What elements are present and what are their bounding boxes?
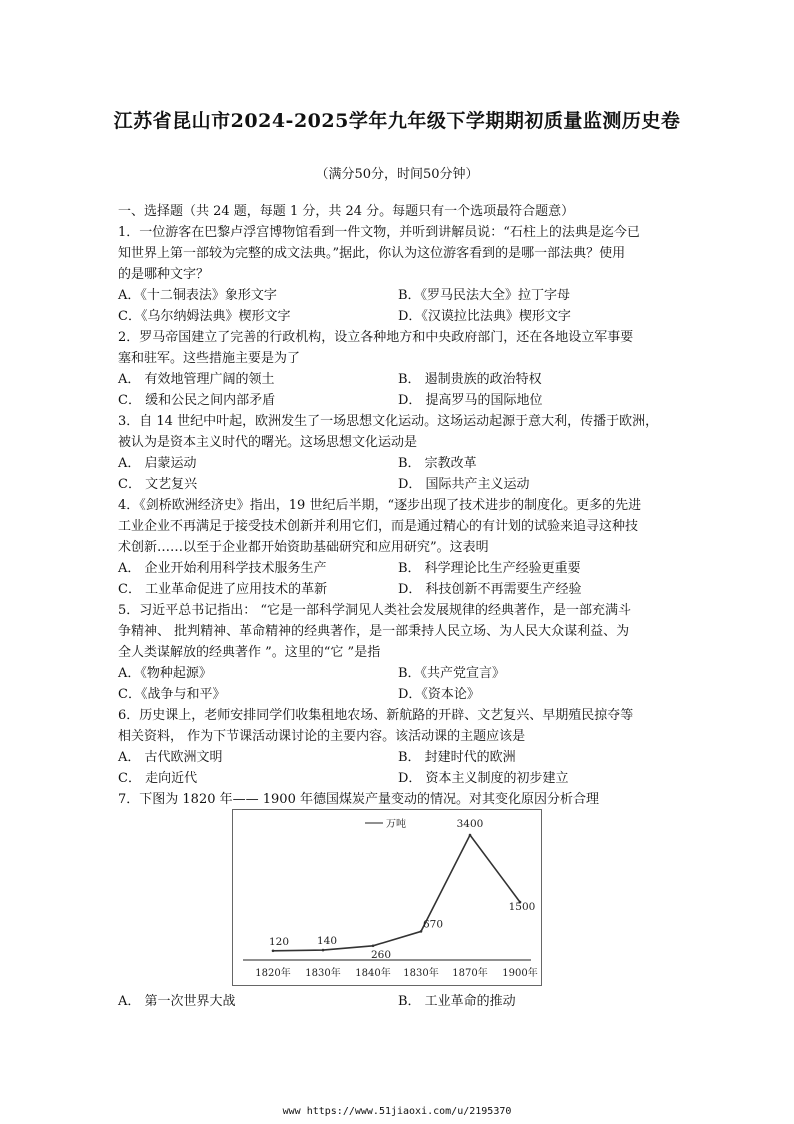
question-1-text: 1．一位游客在巴黎卢浮宫博物馆看到一件文物，并听到讲解员说：“石柱上的法典是迄今已 — [118, 225, 640, 240]
question-5-options-row — [118, 684, 678, 705]
option-a: A． 企业开始利用科学技术服务生产 — [118, 561, 327, 576]
option-b: B． 宗教改革 — [398, 456, 477, 471]
question-6-text: 6．历史课上，老师安排同学们收集租地农场、新航路的开辟、文艺复兴、早期殖民掠夺等 — [118, 708, 634, 723]
exam-info: （满分50分，时间50分钟） — [315, 167, 479, 182]
data-label: 670 — [422, 918, 444, 931]
option-d: D． 科技创新不再需要生产经验 — [398, 582, 582, 597]
option-a: A．《十二铜表法》象形文字 — [118, 288, 277, 303]
option-d: D．《资本论》 — [398, 687, 480, 702]
option-b: B． 封建时代的欧洲 — [398, 750, 516, 765]
question-1-options-row — [118, 285, 678, 306]
option-a: A． 古代欧洲文明 — [118, 750, 223, 765]
question-2-options-row — [118, 390, 678, 411]
data-label: 260 — [370, 948, 392, 961]
question-5-text: 5．习近平总书记指出： “它是一部科学洞见人类社会发展规律的经典著作，是一部充满斗 — [118, 603, 632, 618]
data-point — [372, 945, 375, 948]
option-b: B．《共产党宣言》 — [398, 666, 506, 681]
data-point — [272, 950, 275, 953]
question-4-options-row — [118, 558, 678, 579]
option-b: B．《罗马民法大全》拉丁字母 — [398, 288, 571, 303]
question-3-text: 被认为是资本主义时代的曙光。这场思想文化运动是 — [118, 435, 418, 450]
option-c: C． 工业革命促进了应用技术的革新 — [118, 582, 328, 597]
data-label: 1500 — [508, 901, 536, 914]
question-3-options-row — [118, 453, 678, 474]
series-line — [273, 835, 520, 951]
option-b: B． 科学理论比生产经验更重要 — [398, 561, 581, 576]
option-c: C．《战争与和平》 — [118, 687, 226, 702]
option-b: B． 遏制贵族的政治特权 — [398, 372, 542, 387]
legend-label: 万吨 — [386, 819, 406, 830]
data-label: 3400 — [456, 818, 484, 830]
question-7-options-row — [118, 991, 678, 1012]
watermark-url: www https://www.51jiaoxi.com/u/2195370 — [282, 1106, 512, 1117]
question-2-text: 2．罗马帝国建立了完善的行政机构，设立各种地方和中央政府部门，还在各地设立军事要 — [118, 330, 634, 345]
option-d: D．《汉谟拉比法典》楔形文字 — [398, 309, 571, 324]
question-1-options-row — [118, 306, 678, 327]
question-7-options — [118, 991, 678, 1012]
x-tick-label: 1870年 — [452, 968, 488, 979]
page-title: 江苏省昆山市2024-2025学年九年级下学期期初质量监测历史卷 — [113, 110, 681, 132]
option-a: A．《物种起源》 — [118, 666, 212, 681]
x-tick-label: 1820年 — [255, 968, 291, 979]
option-c: C． 文艺复兴 — [118, 477, 198, 492]
option-d: D． 资本主义制度的初步建立 — [398, 771, 569, 786]
question-4-options-row — [118, 579, 678, 600]
x-tick-label: 1900年 — [502, 968, 538, 979]
line-chart — [233, 810, 541, 985]
data-point — [322, 949, 325, 952]
question-3-options-row — [118, 474, 678, 495]
question-3-text: 3．自 14 世纪中叶起，欧洲发生了一场思想文化运动。这场运动起源于意大利，传播于欧洲， — [118, 414, 659, 429]
option-b: B． 工业革命的推动 — [398, 994, 516, 1009]
option-a: A． 第一次世界大战 — [118, 994, 236, 1009]
option-a: A． 启蒙运动 — [118, 456, 197, 471]
coal-output-chart — [232, 809, 542, 986]
data-label: 140 — [316, 935, 338, 948]
question-7-text: 7．下图为 1820 年—— 1900 年德国煤炭产量变动的情况。对其变化原因分析合理 — [118, 792, 599, 807]
question-4-text: 4．《剑桥欧洲经济史》指出，19 世纪后半期，“逐步出现了技术进步的制度化。更多的先进 — [118, 498, 642, 513]
question-4-text: 工业企业不再满足于接受技术创新并利用它们，而是通过精心的有计划的试验来追寻这种技 — [118, 519, 639, 534]
option-a: A． 有效地管理广阔的领土 — [118, 372, 275, 387]
question-list — [118, 201, 678, 810]
question-1-text: 的是哪种文字？ — [118, 267, 210, 282]
question-4-text: 术创新……以至于企业都开始资助基础研究和应用研究”。这表明 — [118, 540, 489, 555]
data-point — [420, 930, 423, 933]
section-heading: 一、选择题（共 24 题，每题 1 分，共 24 分。每题只有一个选项最符合题意） — [118, 204, 575, 219]
question-6-options-row — [118, 747, 678, 768]
question-5-text: 争精神、 批判精神、革命精神的经典著作，是一部秉持人民立场、为人民大众谋利益、为 — [118, 624, 630, 639]
option-c: C．《乌尔纳姆法典》楔形文字 — [118, 309, 291, 324]
option-c: C． 缓和公民之间内部矛盾 — [118, 393, 276, 408]
option-c: C． 走向近代 — [118, 771, 198, 786]
question-6-options-row — [118, 768, 678, 789]
data-label: 120 — [268, 935, 290, 948]
option-d: D． 国际共产主义运动 — [398, 477, 530, 492]
option-d: D． 提高罗马的国际地位 — [398, 393, 543, 408]
x-tick-label: 1830年 — [403, 968, 439, 979]
question-1-text: 知世界上第一部较为完整的成文法典。”据此，你认为这位游客看到的是哪一部法典？使用 — [118, 246, 626, 261]
question-5-text: 全人类谋解放的经典著作 ”。这里的“它 ”是指 — [118, 645, 381, 660]
data-point — [469, 834, 472, 837]
question-2-text: 塞和驻军。这些措施主要是为了 — [118, 351, 301, 366]
question-2-options-row — [118, 369, 678, 390]
question-5-options-row — [118, 663, 678, 684]
x-tick-label: 1830年 — [305, 968, 341, 979]
question-6-text: 相关资料， 作为下节课活动课讨论的主要内容。该活动课的主题应该是 — [118, 729, 526, 744]
x-tick-label: 1840年 — [355, 968, 391, 979]
